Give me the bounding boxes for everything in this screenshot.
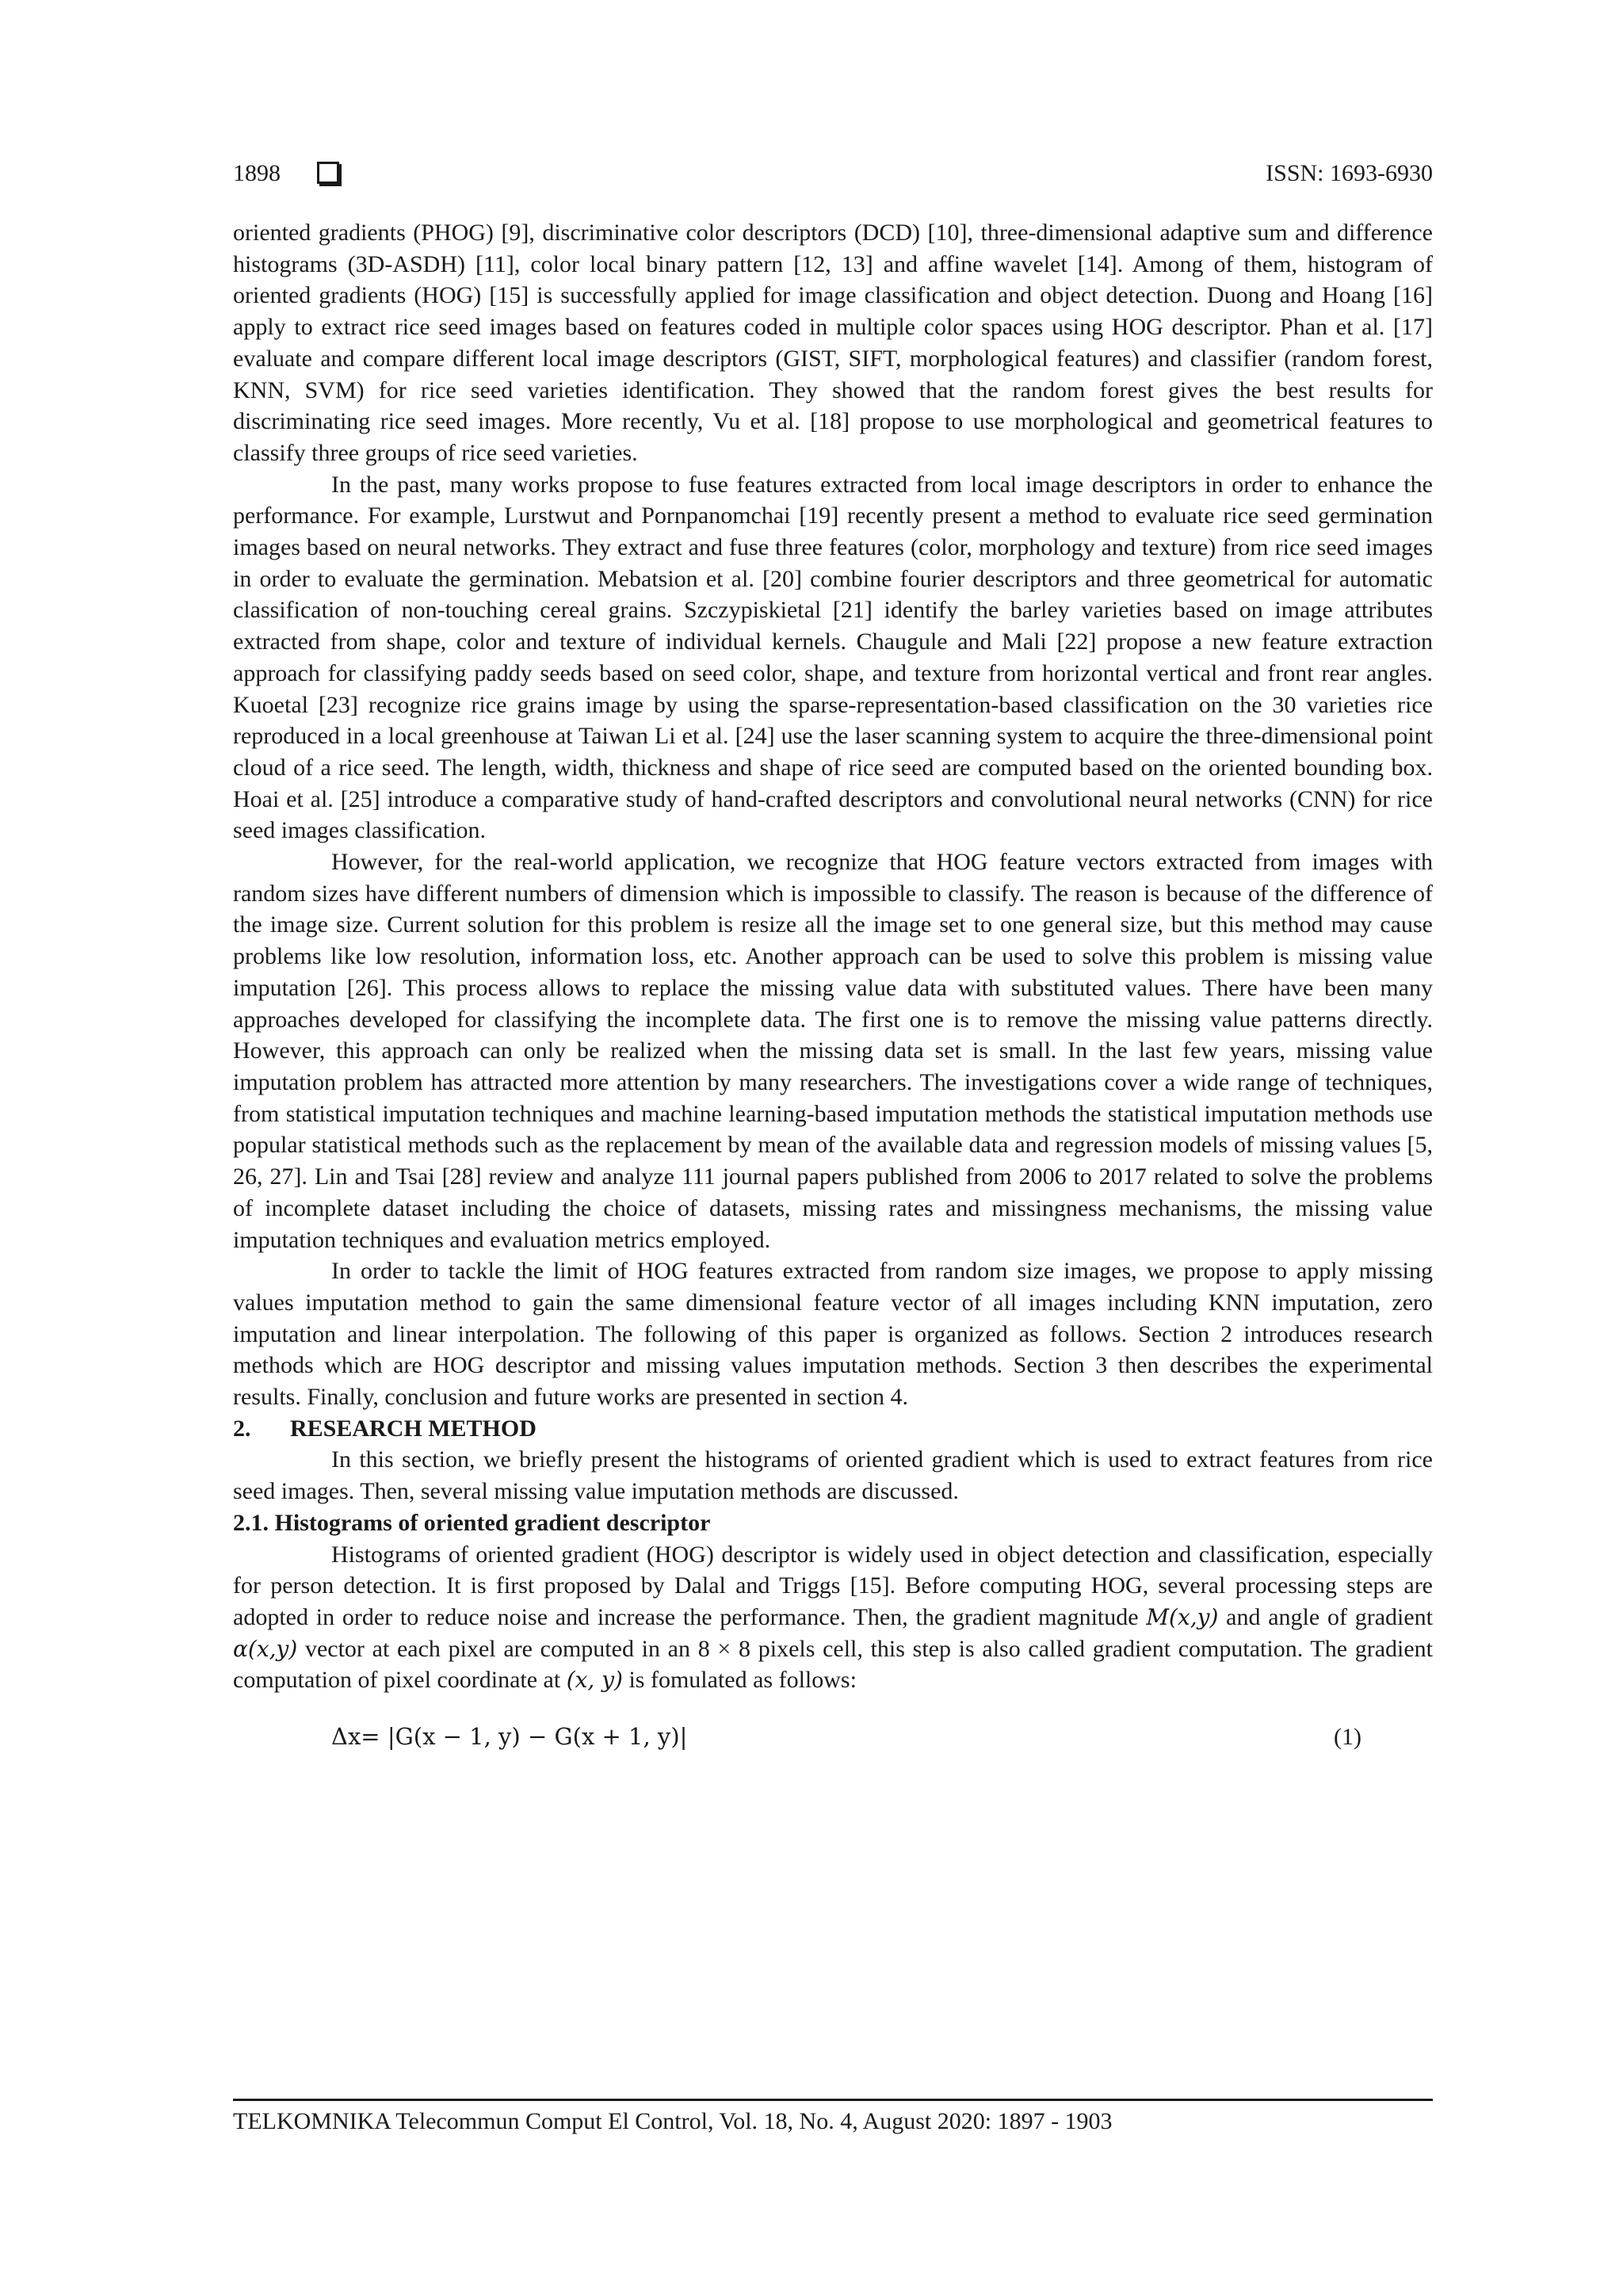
- hog-text-2: and angle of gradient: [1226, 1603, 1434, 1630]
- magnitude-symbol: M(x,y): [1146, 1603, 1219, 1630]
- section-intro: In this section, we briefly present the histograms of oriented gradient which is used to extract features from rice seed images. Then, several missing value imputation methods are discussed.: [233, 1446, 1433, 1505]
- coordinate-symbol: (x, y): [566, 1667, 623, 1694]
- paragraph-4: In order to tackle the limit of HOG features extracted from random size images, we propose to apply missing values imputation method to gain the same dimensional feature vector of all images including KNN imputation, zero imputation and linear interpolation. The following of this paper is organized as follows. Section 2 introduces research methods which are HOG descriptor and missing values imputation methods. Section 3 then describes the experimental results. Finally, conclusion and future works are presented in section 4.: [233, 1258, 1433, 1411]
- checkbox-glyph-icon: [317, 162, 339, 184]
- body-text: [233, 217, 1433, 1756]
- footer-divider: [233, 2099, 1433, 2101]
- section-heading: [233, 1413, 1433, 1445]
- page-footer: TELKOMNIKA Telecommun Comput El Control, Vol. 18, No. 4, August 2020: 1897 - 1903: [233, 2108, 1113, 2134]
- section-number: 2.: [233, 1415, 251, 1442]
- hog-text-3: vector at each pixel are computed in an 8 × 8 pixels cell, this step is also called gradient computation. The gradient computation of pixel coordinate at: [233, 1635, 1433, 1694]
- section-title: RESEARCH METHOD: [290, 1415, 537, 1442]
- equation-1: [233, 1721, 1433, 1756]
- page-number: 1898: [233, 160, 281, 186]
- hog-text-4: is fomulated as follows:: [628, 1667, 857, 1694]
- hog-paragraph: [233, 1539, 1433, 1697]
- paragraph-2: In the past, many works propose to fuse features extracted from local image descriptors in order to enhance the performance. For example, Lurstwut and Pornpanomchai [19] recently present a method to evaluate rice seed germination images based on neural networks. They extract and fuse three features (color, morphology and texture) from rice seed images in order to evaluate the germination. Mebatsion et al. [20] combine fourier descriptors and three geometrical for automatic classification of non-touching cereal grains. Szczypiskietal [21] identify the barley varieties based on image attributes extracted from shape, color and texture of individual kernels. Chaugule and Mali [22] propose a new feature extraction approach for classifying paddy seeds based on seed color, shape, and texture from horizontal vertical and front rear angles. Kuoetal [23] recognize rice grains image by using the sparse-representation-based classification on the 30 varieties rice reproduced in a local greenhouse at Taiwan Li et al. [24] use the laser scanning system to acquire the three-dimensional point cloud of a rice seed. The length, width, thickness and shape of rice seed are computed based on the oriented bounding box. Hoai et al. [25] introduce a comparative study of hand-crafted descriptors and convolutional neural networks (CNN) for rice seed images classification.: [233, 471, 1433, 844]
- subsection-heading: 2.1. Histograms of oriented gradient descriptor: [233, 1509, 711, 1536]
- angle-symbol: α(x,y): [233, 1635, 298, 1662]
- equation-number: (1): [1334, 1724, 1361, 1751]
- hog-text-1: Histograms of oriented gradient (HOG) descriptor is widely used in object detection and classification, especially for person detection. It is first proposed by Dalal and Triggs [15]. Before computing HOG, several processing steps are adopted in order to reduce noise and increase the performance. Then, the gradient magnitude: [233, 1541, 1433, 1630]
- equation-expression: Δx= |G(x − 1, y) − G(x + 1, y)|: [331, 1723, 688, 1751]
- paragraph-3: However, for the real-world application, we recognize that HOG feature vectors extracted from images with random sizes have different numbers of dimension which is impossible to classify. The reason is because of the difference of the image size. Current solution for this problem is resize all the image set to one general size, but this method may cause problems like low resolution, information loss, etc. Another approach can be used to solve this problem is missing value imputation [26]. This process allows to replace the missing value data with substituted values. There have been many approaches developed for classifying the incomplete data. The first one is to remove the missing value patterns directly. However, this approach can only be realized when the missing data set is small. In the last few years, missing value imputation problem has attracted more attention by many researchers. The investigations cover a wide range of techniques, from statistical imputation techniques and machine learning-based imputation methods the statistical imputation methods use popular statistical methods such as the replacement by mean of the available data and regression models of missing values [5, 26, 27]. Lin and Tsai [28] review and analyze 111 journal papers published from 2006 to 2017 related to solve the problems of incomplete dataset including the choice of datasets, missing rates and missingness mechanisms, the missing value imputation techniques and evaluation metrics employed.: [233, 849, 1433, 1253]
- issn-label: ISSN: 1693-6930: [1266, 160, 1433, 186]
- page-header: [233, 154, 1433, 193]
- paragraph-1: oriented gradients (PHOG) [9], discriminative color descriptors (DCD) [10], three-dimensional adaptive sum and difference histograms (3D-ASDH) [11], color local binary pattern [12, 13] and affine wavelet [14]. Among of them, histogram of oriented gradients (HOG) [15] is successfully applied for image classification and object detection. Duong and Hoang [16] apply to extract rice seed images based on features coded in multiple color spaces using HOG descriptor. Phan et al. [17] evaluate and compare different local image descriptors (GIST, SIFT, morphological features) and classifier (random forest, KNN, SVM) for rice seed varieties identification. They showed that the random forest gives the best results for discriminating rice seed images. More recently, Vu et al. [18] propose to use morphological and geometrical features to classify three groups of rice seed varieties.: [233, 220, 1433, 466]
